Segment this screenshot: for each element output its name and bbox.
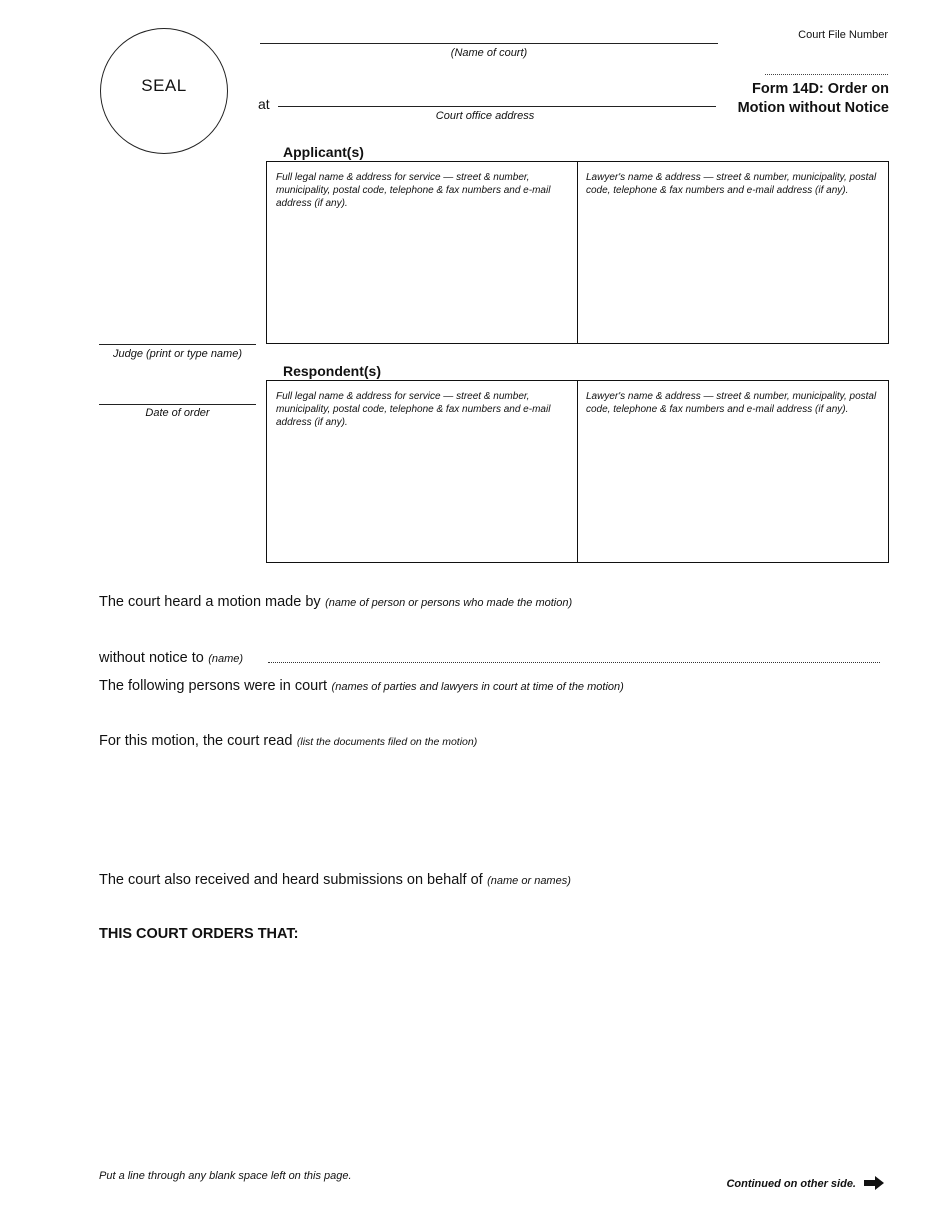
without-notice-line[interactable] — [268, 662, 880, 663]
arrow-right-icon — [863, 1175, 885, 1191]
applicant-lawyer-cell[interactable]: Lawyer's name & address — street & number, municipality, postal code, telephone & fax numbers and e-mail address (if any). — [586, 172, 877, 196]
applicant-party-cell[interactable]: Full legal name & address for service — street & number, municipality, postal code, telephone & fax numbers and e-mail address (if any). — [276, 172, 551, 209]
date-of-order-line[interactable] — [99, 404, 256, 405]
judge-name-line[interactable] — [99, 344, 256, 345]
form-title-line2: Motion without Notice — [737, 100, 889, 116]
continued-note: Continued on other side. — [726, 1178, 856, 1190]
court-read-row — [99, 732, 477, 750]
court-name-caption: (Name of court) — [450, 47, 528, 59]
without-notice-note: (name) — [208, 653, 244, 665]
court-read-note: (list the documents filed on the motion) — [296, 736, 478, 748]
submissions-label: The court also received and heard submissions on behalf of — [99, 872, 483, 888]
applicants-heading: Applicant(s) — [283, 144, 364, 160]
court-file-number-line[interactable] — [765, 74, 888, 75]
persons-in-court-note: (names of parties and lawyers in court at time of the motion) — [331, 681, 624, 693]
blank-space-note: Put a line through any blank space left on this page. — [99, 1170, 352, 1182]
without-notice-label: without notice to — [99, 650, 204, 666]
respondent-party-cell[interactable]: Full legal name & address for service — street & number, municipality, postal code, telephone & fax numbers and e-mail address (if any). — [276, 391, 551, 428]
court-read-label: For this motion, the court read — [99, 733, 293, 749]
respondents-heading: Respondent(s) — [283, 363, 381, 379]
persons-in-court-label: The following persons were in court — [99, 678, 328, 694]
respondent-lawyer-cell[interactable]: Lawyer's name & address — street & number, municipality, postal code, telephone & fax numbers and e-mail address (if any). — [586, 391, 877, 415]
submissions-note: (name or names) — [487, 875, 571, 887]
seal-label: SEAL — [141, 76, 187, 95]
form-title-line1: Form 14D: Order on — [752, 81, 889, 97]
court-file-number-label: Court File Number — [798, 29, 888, 41]
persons-in-court-row — [99, 677, 624, 695]
applicants-divider — [577, 161, 578, 344]
date-caption: Date of order — [145, 407, 210, 419]
motion-made-by-note: (name of person or persons who made the motion) — [325, 597, 573, 609]
court-name-line[interactable] — [260, 43, 718, 44]
at-label: at — [258, 96, 270, 112]
without-notice-row — [99, 649, 243, 667]
court-office-address-line[interactable] — [278, 106, 716, 107]
orders-heading: THIS COURT ORDERS THAT: — [99, 926, 299, 942]
court-office-address-caption: Court office address — [435, 110, 535, 122]
judge-caption: Judge (print or type name) — [112, 348, 242, 360]
respondents-divider — [577, 380, 578, 563]
submissions-row — [99, 871, 571, 889]
motion-made-by-row — [99, 593, 572, 611]
motion-made-by-label: The court heard a motion made by — [99, 594, 321, 610]
